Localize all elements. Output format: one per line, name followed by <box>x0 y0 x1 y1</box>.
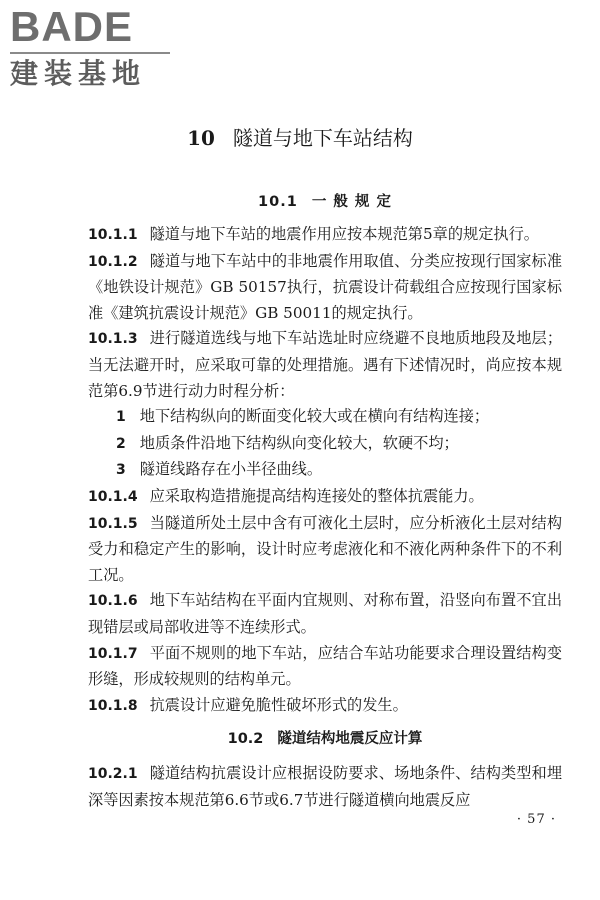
logo-subtitle: 建装基地 <box>10 57 147 90</box>
clause-number: 10.2.1 <box>88 766 138 783</box>
chapter-number: 10 <box>187 126 215 150</box>
clause-10-1-8 <box>88 693 562 720</box>
clause-text: 进行隧道选线与地下车站选址时应绕避不良地质地段及地层；当无法避开时，应采取可靠的处理措施。遇有下述情况时，尚应按本规范第6.9节进行动力时程分析： <box>88 329 562 400</box>
clause-10-1-4 <box>88 484 562 511</box>
item-number: 3 <box>116 462 126 479</box>
clause-number: 10.1.2 <box>88 253 138 270</box>
logo-divider <box>10 52 170 54</box>
clause-number: 10.1.8 <box>88 697 138 714</box>
clause-text: 当隧道所处土层中含有可液化土层时，应分析液化土层对结构受力和稳定产生的影响，设计时应考虑液化和不液化两种条件下的不利工况。 <box>88 513 562 584</box>
bade-logo <box>10 4 172 90</box>
item-text: 地质条件沿地下结构纵向变化较大，软硬不均； <box>139 433 459 452</box>
clause-text: 隧道结构抗震设计应根据设防要求、场地条件、结构类型和埋深等因素按本规范第6.6节或6.7节进行隧道横向地震反应 <box>88 764 562 809</box>
list-item-1 <box>88 404 562 431</box>
clause-10-1-2 <box>88 249 562 327</box>
clause-text: 地下车站结构在平面内宜规则、对称布置，沿竖向布置不宜出现错层或局部收进等不连续形式。 <box>88 591 562 636</box>
clause-10-1-7 <box>88 641 562 693</box>
list-item-3 <box>88 457 562 484</box>
clause-10-1-5 <box>88 511 562 589</box>
clause-number: 10.1.5 <box>88 515 138 532</box>
section-title: 一 般 规 定 <box>311 194 392 210</box>
clause-10-1-1 <box>88 222 562 249</box>
clause-10-1-6 <box>88 588 562 640</box>
item-number: 1 <box>116 409 126 426</box>
chapter-title <box>0 124 600 152</box>
clause-text: 应采取构造措施提高结构连接处的整体抗震能力。 <box>149 486 484 505</box>
clause-text: 隧道与地下车站的地震作用应按本规范第5章的规定执行。 <box>149 225 539 243</box>
section-number: 10.2 <box>227 731 264 748</box>
section-heading-10-1 <box>88 188 562 216</box>
clause-number: 10.1.1 <box>88 227 138 243</box>
clause-number: 10.1.6 <box>88 593 138 610</box>
section-title: 隧道结构地震反应计算 <box>277 731 423 748</box>
logo-wordmark: BADE <box>10 3 134 50</box>
item-number: 2 <box>116 435 126 452</box>
item-text: 隧道线路存在小半径曲线。 <box>139 460 322 479</box>
chapter-title-text: 隧道与地下车站结构 <box>232 126 413 150</box>
list-item-2 <box>88 431 562 458</box>
clause-number: 10.1.3 <box>88 331 138 348</box>
clause-number: 10.1.4 <box>88 488 138 505</box>
page-number: · 57 · <box>516 812 556 827</box>
clause-text: 抗震设计应避免脆性破坏形式的发生。 <box>149 695 408 714</box>
clause-text: 隧道与地下车站中的非地震作用取值、分类应按现行国家标准《地铁设计规范》GB 50157执行，抗震设计荷载组合应按现行国家标准《建筑抗震设计规范》GB 50011的规定执行。 <box>88 251 562 322</box>
section-heading-10-2 <box>88 725 562 753</box>
clause-number: 10.1.7 <box>88 645 138 662</box>
clause-text: 平面不规则的地下车站，应结合车站功能要求合理设置结构变形缝，形成较规则的结构单元。 <box>88 643 562 689</box>
clause-10-2-1 <box>88 761 562 813</box>
section-number: 10.1 <box>258 194 298 210</box>
item-text: 地下结构纵向的断面变化较大或在横向有结构连接； <box>139 407 490 426</box>
page-body <box>88 188 562 813</box>
clause-10-1-3 <box>88 326 562 404</box>
